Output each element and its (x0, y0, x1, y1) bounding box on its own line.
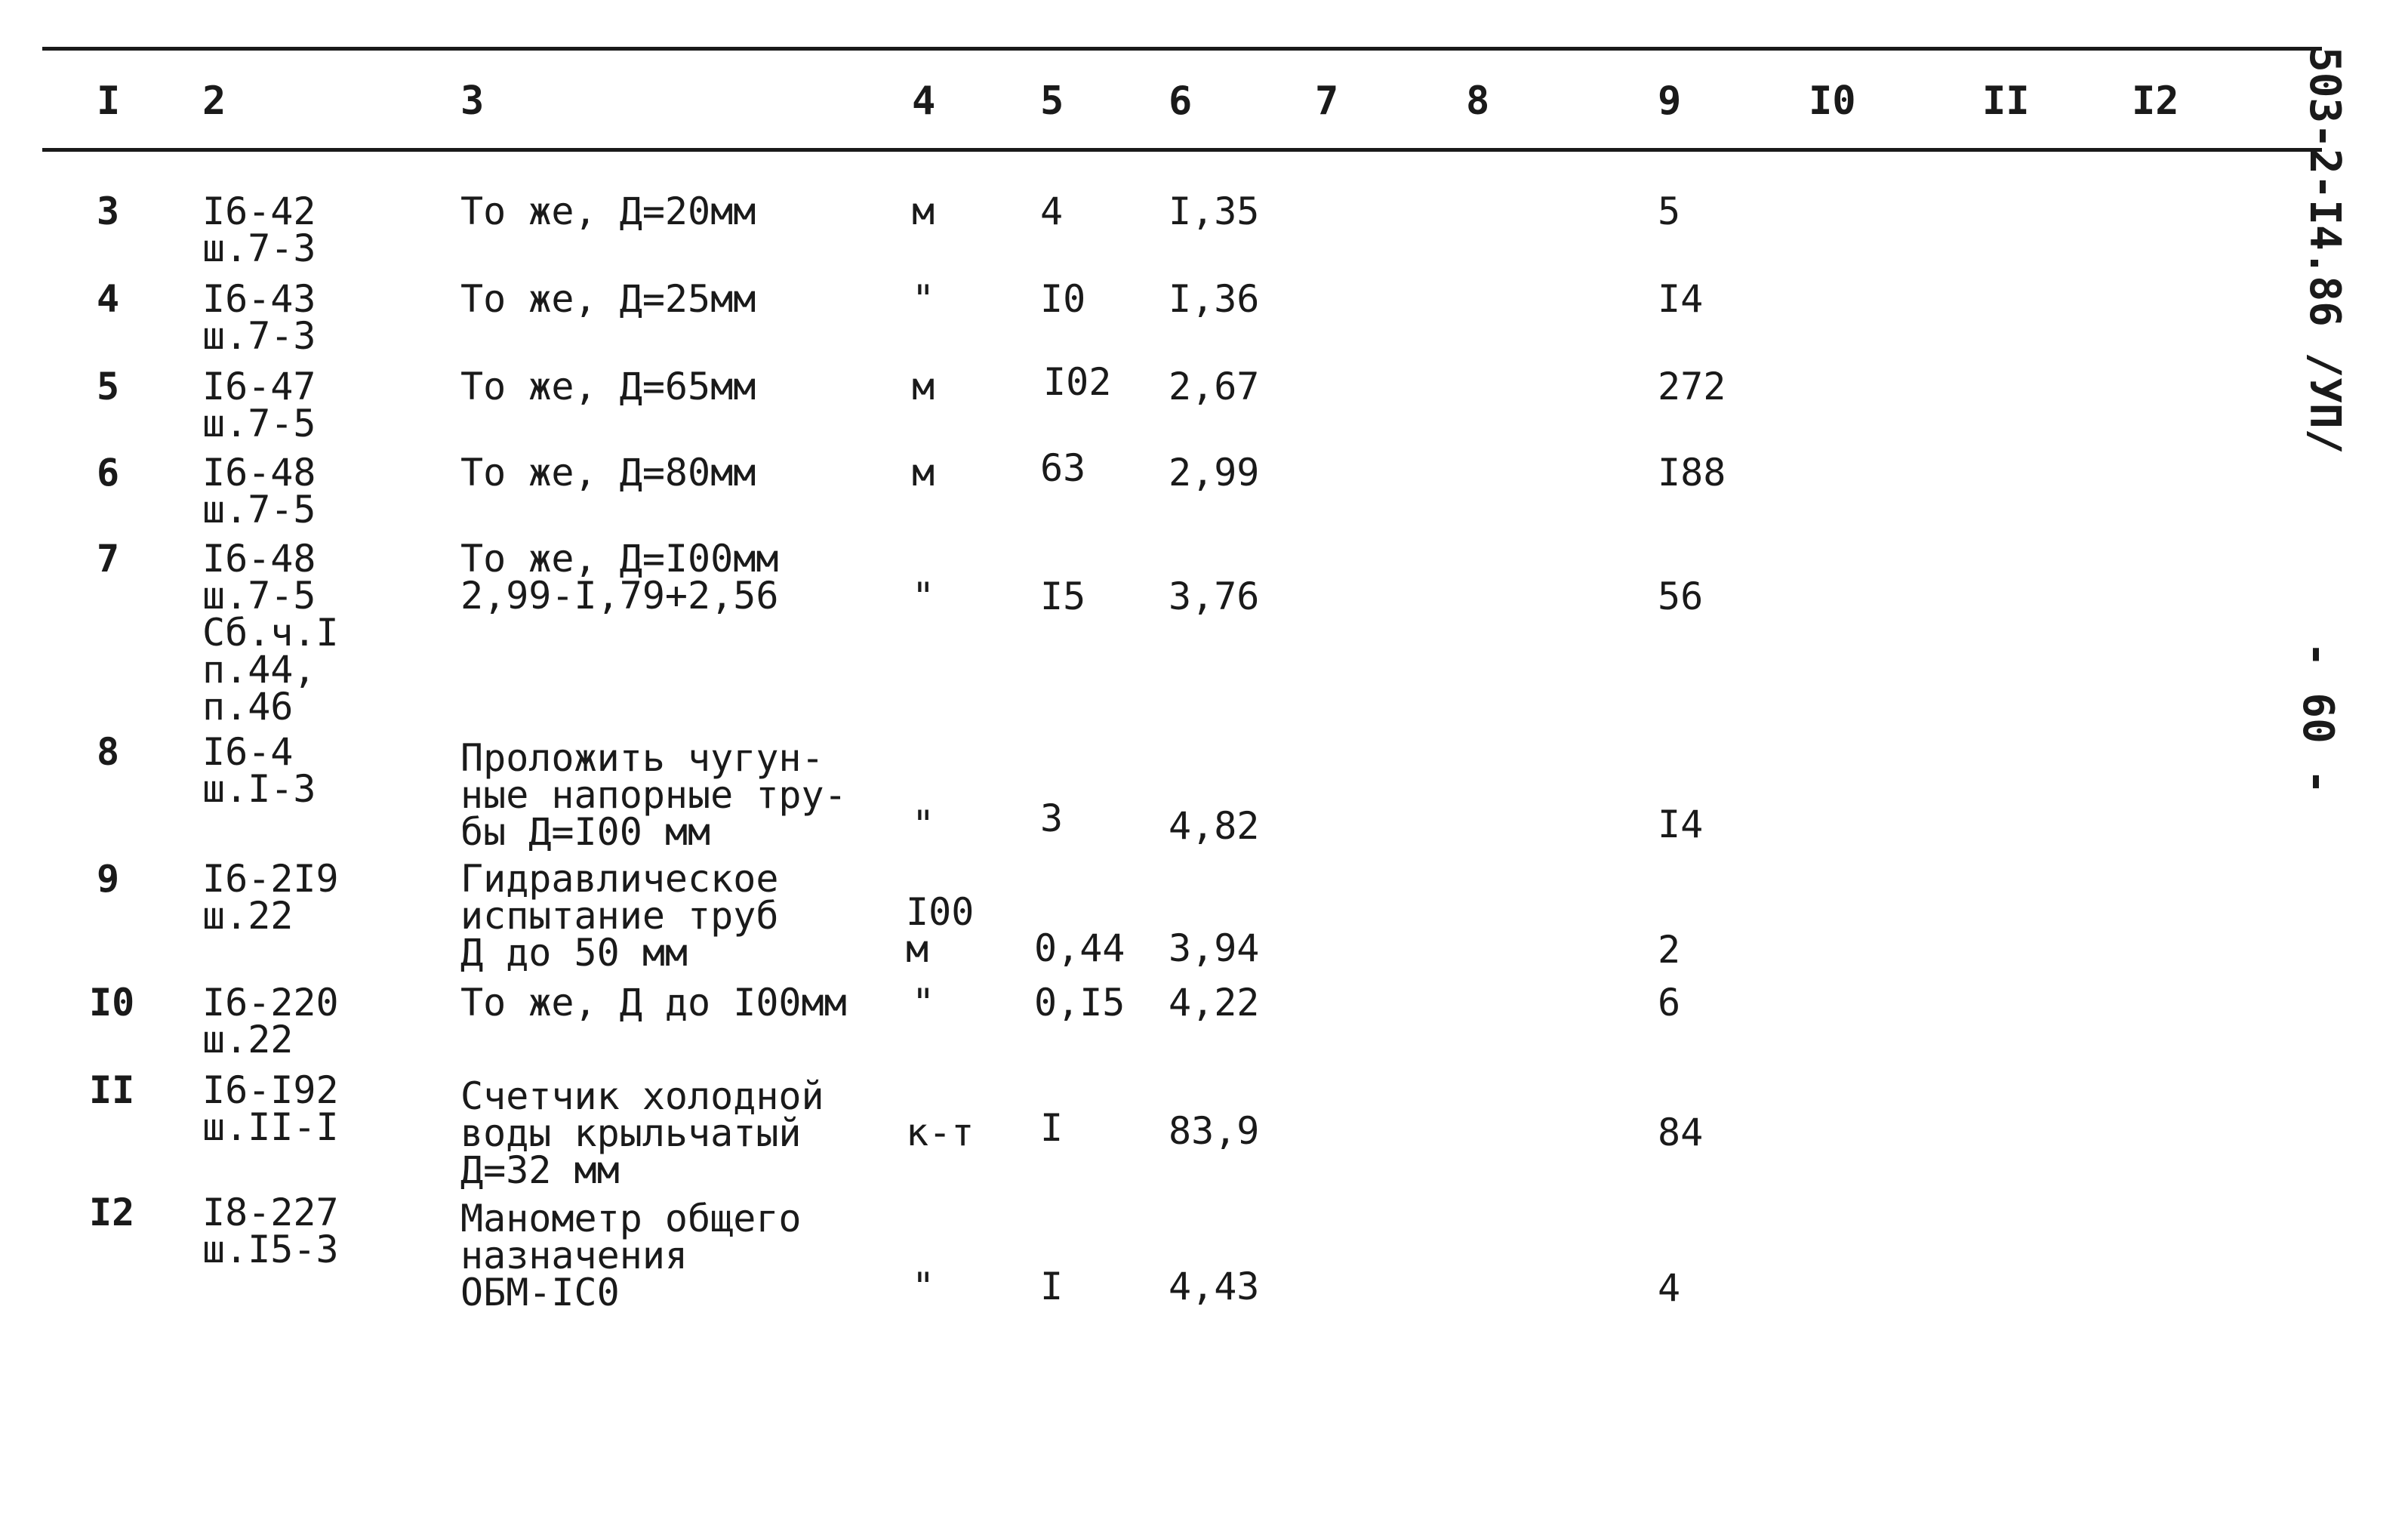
row-description: То же, Д=80мм (460, 451, 756, 495)
row-code: I6-47 ш.7-5 (202, 365, 316, 445)
row-price: I,36 (1169, 277, 1260, 321)
row-price: 4,22 (1169, 981, 1260, 1025)
row-number: 4 (97, 277, 120, 321)
row-number: 3 (97, 190, 120, 233)
col-header-8: 8 (1466, 79, 1490, 124)
row-number: II (89, 1068, 135, 1112)
row-total: 56 (1658, 575, 1704, 618)
row-unit: м (912, 451, 935, 495)
row-price: 2,67 (1169, 365, 1260, 408)
row-price: 4,43 (1169, 1265, 1260, 1308)
row-number: I0 (89, 981, 135, 1025)
row-description: Проложить чугун- ные напорные тру- бы Д=I00 мм (460, 736, 847, 854)
col-header-1: I (97, 79, 121, 124)
row-code: I6-43 ш.7-3 (202, 277, 316, 358)
row-code: I6-42 ш.7-3 (202, 190, 316, 270)
row-code: I6-48 ш.7-5 (202, 451, 316, 532)
row-description: Манометр общего назначения ОБМ-IC0 (460, 1197, 802, 1314)
row-total: 272 (1658, 365, 1726, 408)
col-header-11: II (1982, 79, 2030, 124)
row-code: I6-48 ш.7-5 Сб.ч.I п.44, п.46 (202, 537, 339, 729)
row-quantity: I (1040, 1106, 1064, 1150)
row-number: 6 (97, 451, 120, 495)
row-unit: м (912, 365, 935, 408)
col-header-2: 2 (202, 79, 226, 124)
top-rule (42, 47, 2322, 51)
row-code: I6-I92 ш.II-I (202, 1068, 339, 1149)
row-price: 2,99 (1169, 451, 1260, 495)
row-quantity: I5 (1040, 575, 1086, 618)
col-header-7: 7 (1315, 79, 1339, 124)
row-quantity: I0 (1040, 277, 1086, 321)
row-unit: " (912, 1265, 935, 1308)
row-total: 5 (1658, 190, 1681, 233)
row-description: Счетчик холодной воды крыльчатый Д=32 мм (460, 1074, 824, 1192)
row-price: 3,94 (1169, 926, 1260, 970)
col-header-5: 5 (1040, 79, 1064, 124)
row-quantity: I02 (1043, 360, 1112, 404)
row-total: I4 (1658, 803, 1704, 846)
col-header-12: I2 (2132, 79, 2179, 124)
row-total: 84 (1658, 1111, 1704, 1154)
row-code: I6-4 ш.I-3 (202, 730, 316, 811)
row-total: I88 (1658, 451, 1726, 495)
row-price: 83,9 (1169, 1109, 1260, 1153)
row-unit: к-т (906, 1111, 975, 1154)
row-total: 4 (1658, 1266, 1681, 1310)
row-price: 4,82 (1169, 804, 1260, 848)
row-code: I6-2I9 ш.22 (202, 857, 339, 938)
row-description: То же, Д=20мм (460, 190, 756, 233)
row-unit: м (912, 190, 935, 233)
col-header-9: 9 (1658, 79, 1682, 124)
row-price: 3,76 (1169, 575, 1260, 618)
row-quantity: 0,I5 (1034, 981, 1125, 1025)
row-description: То же, Д до I00мм (460, 981, 847, 1025)
row-unit: " (912, 803, 935, 846)
row-unit: I00 м (906, 890, 975, 971)
row-quantity: 63 (1040, 446, 1086, 490)
row-description: Гидравлическое испытание труб Д до 50 мм (460, 857, 779, 975)
document-code: 503-2-I4.86 /УП/ (2300, 47, 2349, 454)
row-description: То же, Д=65мм (460, 365, 756, 408)
row-number: I2 (89, 1191, 135, 1234)
row-quantity: I (1040, 1265, 1064, 1308)
row-total: 6 (1658, 981, 1681, 1025)
row-number: 7 (97, 537, 120, 581)
col-header-6: 6 (1169, 79, 1193, 124)
row-description: То же, Д=25мм (460, 277, 756, 321)
row-total: I4 (1658, 277, 1704, 321)
col-header-4: 4 (912, 79, 936, 124)
row-number: 5 (97, 365, 120, 408)
row-unit: " (912, 575, 935, 618)
row-number: 9 (97, 857, 120, 901)
row-total: 2 (1658, 928, 1681, 972)
row-unit: " (912, 981, 935, 1025)
header-rule (42, 148, 2322, 152)
row-quantity: 4 (1040, 190, 1064, 233)
row-code: I6-220 ш.22 (202, 981, 339, 1062)
col-header-3: 3 (460, 79, 485, 124)
row-quantity: 3 (1040, 797, 1064, 840)
row-unit: " (912, 277, 935, 321)
row-number: 8 (97, 730, 120, 774)
col-header-10: I0 (1809, 79, 1856, 124)
row-quantity: 0,44 (1034, 926, 1125, 970)
row-price: I,35 (1169, 190, 1260, 233)
row-description: То же, Д=I00мм 2,99-I,79+2,56 (460, 537, 779, 618)
row-code: I8-227 ш.I5-3 (202, 1191, 339, 1271)
page-number: - 60 - (2293, 642, 2342, 795)
